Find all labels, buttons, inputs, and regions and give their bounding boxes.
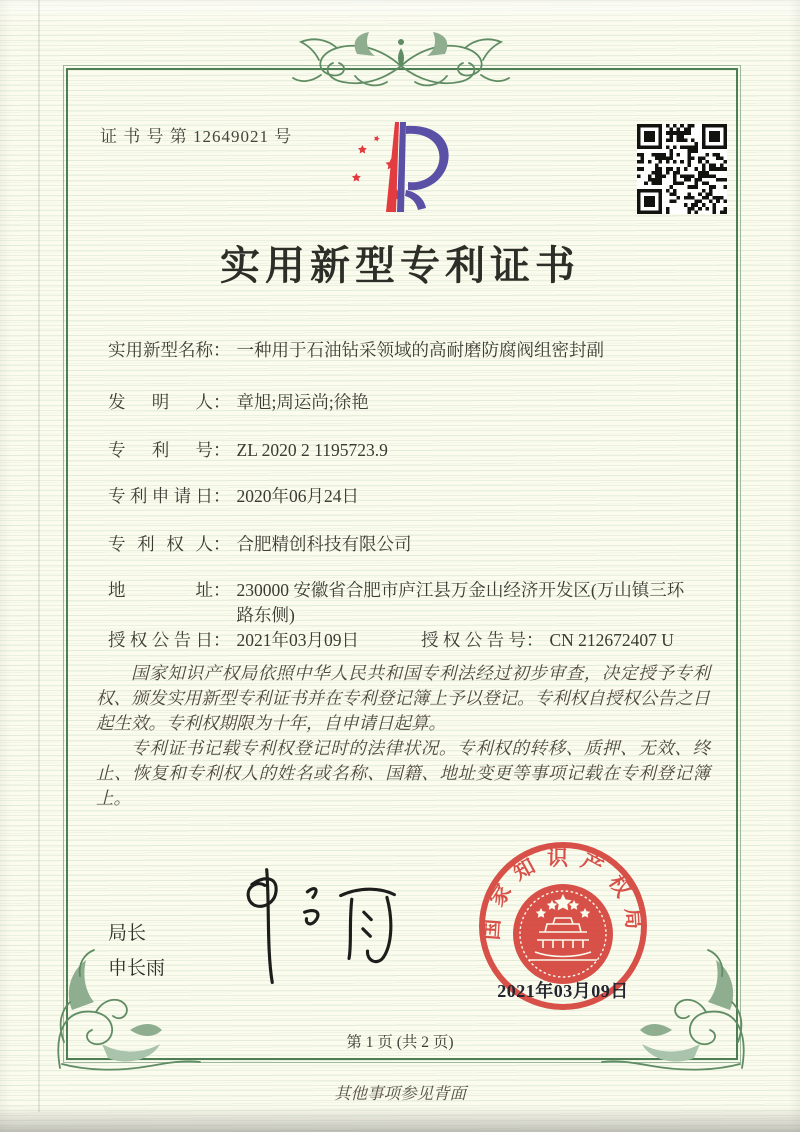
field-value: ZL 2020 2 1195723.9 — [236, 440, 388, 460]
field-value: 一种用于石油钻采领域的高耐磨防腐阀组密封副 — [236, 340, 604, 360]
seal-ring-text: 国家知识产权局 — [479, 845, 647, 941]
field-label: 授权公告号 — [421, 630, 526, 650]
field-row-address: 地址 ： 230000 安徽省合肥市庐江县万金山经济开发区(万山镇三环路东侧) — [108, 578, 689, 629]
field-row-patentee: 专利权人 ： 合肥精创科技有限公司 — [108, 532, 412, 557]
field-value: CN 212672407 U — [549, 630, 674, 650]
qr-code-icon — [637, 124, 727, 214]
field-row-patent-number: 专利号 ： ZL 2020 2 1195723.9 — [108, 438, 388, 463]
seal-date: 2021年03月09日 — [497, 981, 629, 1001]
back-note: 其他事项参见背面 — [334, 1084, 466, 1103]
cnipa-logo-icon — [346, 116, 468, 218]
field-value: 合肥精创科技有限公司 — [236, 534, 412, 554]
border-ornament-top-icon — [285, 30, 517, 94]
field-value: 230000 安徽省合肥市庐江县万金山经济开发区(万山镇三环路东侧) — [236, 580, 685, 626]
certificate-number: 证 书 号 第 12649021 号 — [100, 127, 293, 146]
legal-paragraph-1: 国家知识产权局依照中华人民共和国专利法经过初步审查，决定授予专利权、颁发实用新型专利证书并在专利登记簿上予以登记。专利权自授权公告之日起生效。专利权期限为十年，自申请日起算。 — [96, 663, 710, 733]
scan-edge-line — [38, 0, 40, 1112]
field-label: 授权公告日 — [108, 630, 213, 650]
field-label: 专利申请日 — [108, 486, 213, 506]
officer-block — [108, 916, 165, 986]
field-row-grant: 授权公告日 ： 2021年03月09日 授权公告号 ： CN 212672407 U — [108, 628, 674, 653]
field-value: 2020年06月24日 — [236, 486, 359, 506]
field-value: 章旭;周运尚;徐艳 — [236, 392, 369, 412]
field-row-inventor: 发明人 ： 章旭;周运尚;徐艳 — [108, 390, 369, 415]
scan-shadow — [0, 1106, 800, 1132]
field-value: 2021年03月09日 — [236, 630, 359, 650]
field-label: 发明人 — [108, 392, 213, 412]
legal-body-text — [96, 661, 710, 811]
field-label: 实用新型名称 — [108, 340, 213, 360]
certificate-title: 实用新型专利证书 — [220, 243, 580, 288]
field-row-name: 实用新型名称 ： 一种用于石油钻采领域的高耐磨防腐阀组密封副 — [108, 338, 604, 363]
handwritten-signature-icon — [226, 862, 411, 992]
field-label: 地址 — [108, 580, 213, 600]
field-label: 专利权人 — [108, 534, 213, 554]
field-row-filing-date: 专利申请日 ： 2020年06月24日 — [108, 484, 359, 509]
officer-name: 申长雨 — [108, 958, 166, 979]
page-number: 第 1 页 (共 2 页) — [346, 1034, 454, 1051]
field-label: 专利号 — [108, 440, 213, 460]
national-emblem — [513, 884, 613, 984]
officer-title: 局长 — [108, 923, 147, 944]
legal-paragraph-2: 专利证书记载专利权登记时的法律状况。专利权的转移、质押、无效、终止、恢复和专利权人的姓名或名称、国籍、地址变更等事项记载在专利登记簿上。 — [96, 738, 710, 808]
